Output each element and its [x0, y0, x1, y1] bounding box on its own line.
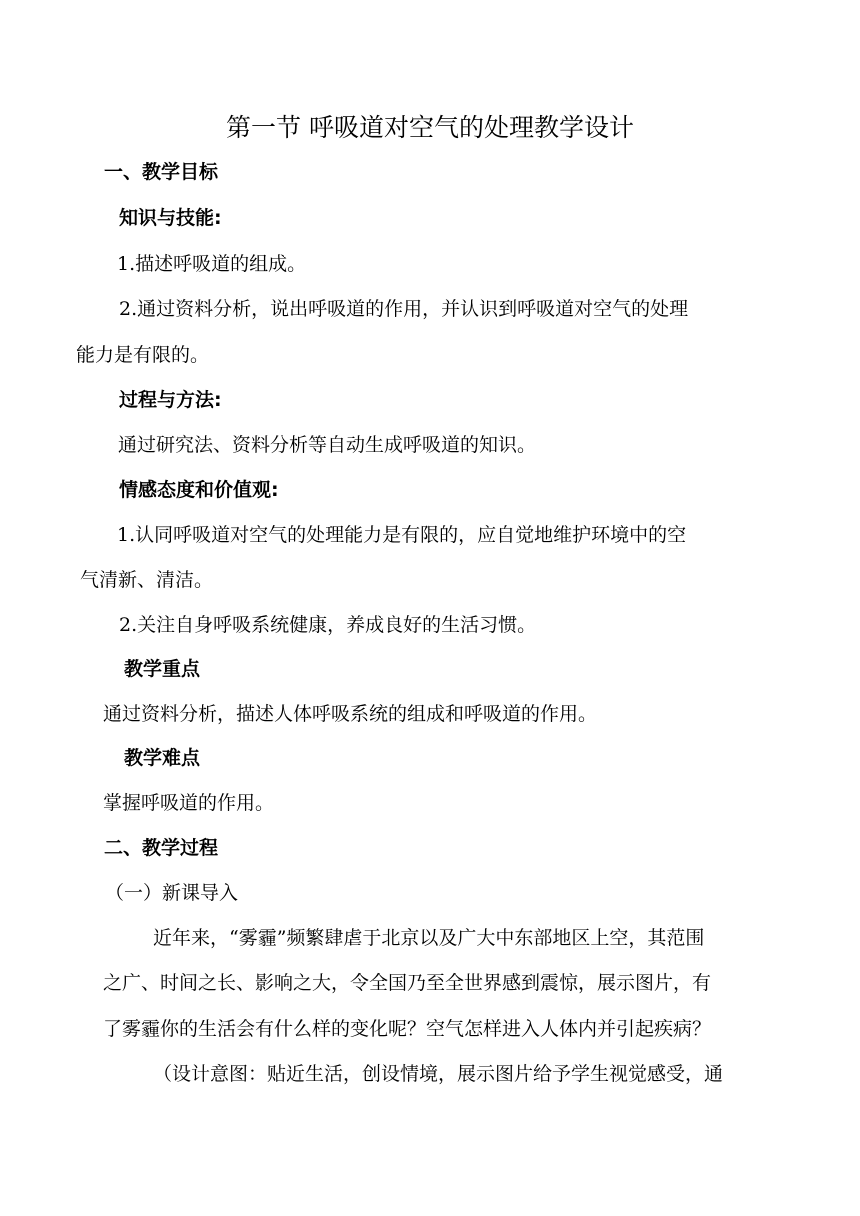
paragraph-line: 通过资料分析，描述人体呼吸系统的组成和呼吸道的作用。: [103, 703, 598, 725]
paragraph-line: 了雾霾你的生活会有什么样的变化呢？空气怎样进入人体内并引起疾病？: [103, 1018, 712, 1040]
subheading-process: 过程与方法:: [119, 389, 222, 411]
section-heading-process: 二、教学过程: [104, 837, 219, 859]
paragraph-line: 1.描述呼吸道的组成。: [117, 253, 307, 275]
document-title: 第一节 呼吸道对空气的处理教学设计: [226, 113, 634, 142]
paragraph-line: 1.认同呼吸道对空气的处理能力是有限的，应自觉地维护环境中的空: [117, 524, 687, 546]
paragraph-line: 2.通过资料分析，说出呼吸道的作用，并认识到呼吸道对空气的处理: [119, 298, 689, 320]
subheading-attitude: 情感态度和价值观:: [119, 479, 279, 501]
subheading-knowledge: 知识与技能:: [119, 207, 222, 229]
paragraph-line: 能力是有限的。: [76, 344, 210, 366]
paragraph-line: 2.关注自身呼吸系统健康，养成良好的生活习惯。: [119, 614, 537, 636]
section-heading-objectives: 一、教学目标: [104, 161, 219, 183]
subheading-difficulty: 教学难点: [124, 747, 201, 769]
paragraph-line: （设计意图：贴近生活，创设情境，展示图片给予学生视觉感受，通: [153, 1063, 724, 1085]
paragraph-line: 掌握呼吸道的作用。: [103, 792, 275, 814]
paragraph-line: 近年来，“雾霾”频繁肆虐于北京以及广大中东部地区上空，其范围: [153, 927, 705, 949]
paragraph-line: 通过研究法、资料分析等自动生成呼吸道的知识。: [118, 434, 537, 456]
subheading-intro: （一）新课导入: [105, 882, 239, 904]
subheading-key-point: 教学重点: [124, 658, 201, 680]
paragraph-line: 气清新、清洁。: [80, 569, 214, 591]
paragraph-line: 之广、时间之长、影响之大，令全国乃至全世界感到震惊，展示图片，有: [103, 972, 712, 994]
